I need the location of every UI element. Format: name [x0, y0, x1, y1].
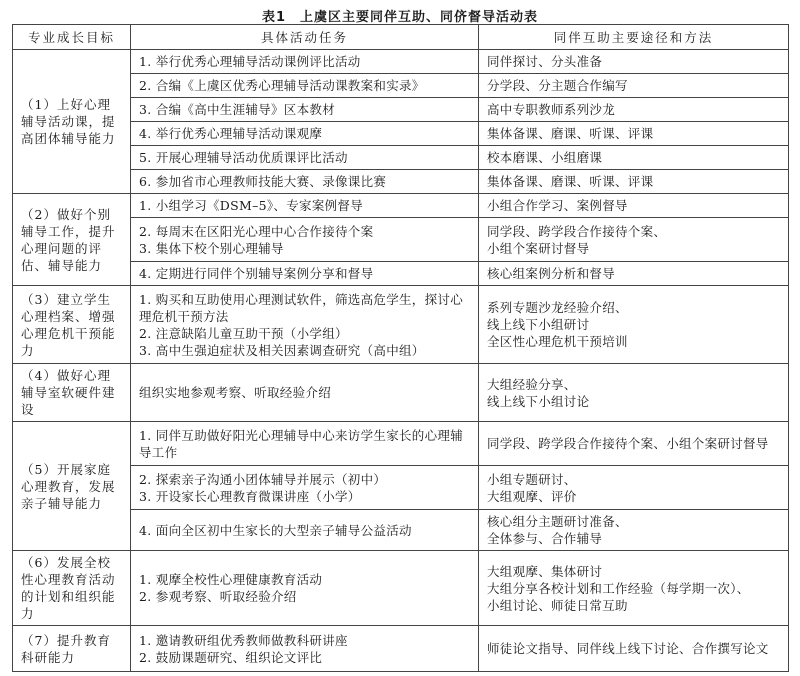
goal-cell: （4）做好心理辅导室软硬件建设	[13, 364, 131, 422]
task-cell	[131, 170, 479, 194]
method-line: 核心组分主题研讨准备、	[487, 514, 628, 529]
task-line: 组织实地参观考察、听取经验介绍	[139, 385, 332, 400]
method-line: 大组观摩、集体研讨	[487, 563, 603, 579]
method-line: 小组讨论、师徒日常互助	[487, 597, 628, 613]
table-row	[13, 50, 789, 74]
method-cell	[479, 422, 789, 466]
method-line: 大组观摩、评价	[487, 488, 577, 504]
task-line: 3. 开设家长心理教育微课讲座（小学）	[139, 488, 361, 504]
task-line: 1. 小组学习《DSM–5》、专家案例督导	[139, 198, 364, 213]
method-line: 大组经验分享、	[487, 376, 577, 392]
task-cell	[131, 626, 479, 672]
task-line: 1. 观摩全校性心理健康教育活动	[139, 572, 323, 587]
task-cell	[131, 50, 479, 74]
goal-cell: （3）建立学生心理档案、增强心理危机干预能力	[13, 286, 131, 364]
task-cell	[131, 551, 479, 626]
task-cell	[131, 122, 479, 146]
goal-cell: （1）上好心理辅导活动课，提高团体辅导能力	[13, 50, 131, 194]
method-line: 大组分享各校计划和工作经验（每学期一次）、	[487, 580, 750, 596]
header-method: 同伴互助主要途径和方法	[479, 25, 789, 50]
method-cell	[479, 551, 789, 626]
method-line: 小组专题研讨、	[487, 471, 577, 487]
task-line: 2. 注意缺陷儿童互助干预（小学组）	[139, 325, 348, 341]
method-cell	[479, 364, 789, 422]
activity-table	[12, 24, 789, 672]
method-line: 线上线下小组研讨	[487, 317, 590, 332]
method-line: 线上线下小组讨论	[487, 393, 590, 409]
method-line: 小组合作学习、案例督导	[487, 198, 628, 213]
method-line: 全体参与、合作辅导	[487, 531, 603, 546]
method-line: 集体备课、磨课、听课、评课	[487, 126, 654, 141]
task-cell	[131, 262, 479, 286]
task-cell	[131, 422, 479, 466]
task-cell	[131, 98, 479, 122]
method-line: 校本磨课、小组磨课	[487, 150, 603, 165]
task-cell	[131, 218, 479, 262]
method-cell	[479, 262, 789, 286]
task-line: 2. 鼓励课题研究、组织论文评比	[139, 649, 323, 665]
method-line: 同学段、跨学段合作接待个案、	[487, 223, 667, 239]
method-line: 全区性心理危机干预培训	[487, 334, 628, 349]
method-cell	[479, 74, 789, 98]
task-cell	[131, 146, 479, 170]
task-cell	[131, 466, 479, 510]
method-line: 同学段、跨学段合作接待个案、小组个案研讨督导	[487, 436, 769, 451]
task-line: 3. 合编《高中生涯辅导》区本教材	[139, 102, 336, 117]
method-cell	[479, 122, 789, 146]
method-line: 小组个案研讨督导	[487, 240, 590, 256]
task-line: 2. 合编《上虞区优秀心理辅导活动课教案和实录》	[139, 78, 425, 93]
table-header-row	[13, 25, 789, 50]
method-cell	[479, 98, 789, 122]
header-goal: 专业成长目标	[13, 25, 131, 50]
method-cell	[479, 218, 789, 262]
method-cell	[479, 194, 789, 218]
method-line: 集体备课、磨课、听课、评课	[487, 174, 654, 189]
task-line: 1. 邀请教研组优秀教师做教科研讲座	[139, 632, 348, 648]
task-cell	[131, 364, 479, 422]
method-line: 核心组案例分析和督导	[487, 266, 616, 281]
goal-cell: （2）做好个别辅导工作，提升心理问题的评估、辅导能力	[13, 194, 131, 286]
table-row	[13, 551, 789, 626]
method-line: 师徒论文指导、同伴线上线下讨论、合作撰写论文	[487, 641, 769, 656]
method-line: 系列专题沙龙经验介绍、	[487, 300, 628, 315]
table-body	[13, 50, 789, 672]
table-row	[13, 194, 789, 218]
table-caption: 表1 上虞区主要同伴互助、同侪督导活动表	[261, 10, 539, 25]
method-cell	[479, 286, 789, 364]
table-row	[13, 626, 789, 672]
table-row	[13, 286, 789, 364]
task-line: 5. 开展心理辅导活动优质课评比活动	[139, 150, 348, 165]
task-line: 6. 参加省市心理教师技能大赛、录像课比赛	[139, 174, 387, 189]
goal-cell: （6）发展全校性心理教育活动的计划和组织能力	[13, 551, 131, 626]
method-cell	[479, 466, 789, 510]
task-line: 3. 高中生强迫症状及相关因素调查研究（高中组）	[139, 342, 425, 358]
method-cell	[479, 50, 789, 74]
task-cell	[131, 510, 479, 551]
task-cell	[131, 194, 479, 218]
method-line: 同伴探讨、分头准备	[487, 54, 603, 69]
method-line: 分学段、分主题合作编写	[487, 78, 628, 93]
task-line: 3. 集体下校个别心理辅导	[139, 240, 284, 256]
table-row	[13, 364, 789, 422]
method-cell	[479, 510, 789, 551]
task-line: 2. 探索亲子沟通小团体辅导并展示（初中）	[139, 471, 387, 487]
table-row	[13, 422, 789, 466]
task-line: 2. 每周末在区阳光心理中心合作接待个案	[139, 223, 374, 239]
goal-cell: （5）开展家庭心理教育，发展亲子辅导能力	[13, 422, 131, 551]
task-line: 4. 举行优秀心理辅导活动课观摩	[139, 126, 323, 141]
task-line: 4. 面向全区初中生家长的大型亲子辅导公益活动	[139, 522, 412, 538]
task-line: 1. 同伴互助做好阳光心理辅导中心来访学生家长的心理辅导工作	[139, 427, 464, 460]
goal-cell: （7）提升教育科研能力	[13, 626, 131, 672]
method-cell	[479, 170, 789, 194]
task-line: 2. 参观考察、听取经验介绍	[139, 589, 297, 604]
header-task: 具体活动任务	[131, 25, 479, 50]
task-line: 1. 举行优秀心理辅导活动课例评比活动	[139, 54, 361, 69]
method-cell	[479, 626, 789, 672]
task-line: 4. 定期进行同伴个别辅导案例分享和督导	[139, 266, 374, 281]
task-cell	[131, 286, 479, 364]
task-line: 1. 购买和互助使用心理测试软件，筛选高危学生，探讨心理危机干预方法	[139, 291, 464, 324]
task-cell	[131, 74, 479, 98]
method-cell	[479, 146, 789, 170]
method-line: 高中专职教师系列沙龙	[487, 102, 616, 117]
